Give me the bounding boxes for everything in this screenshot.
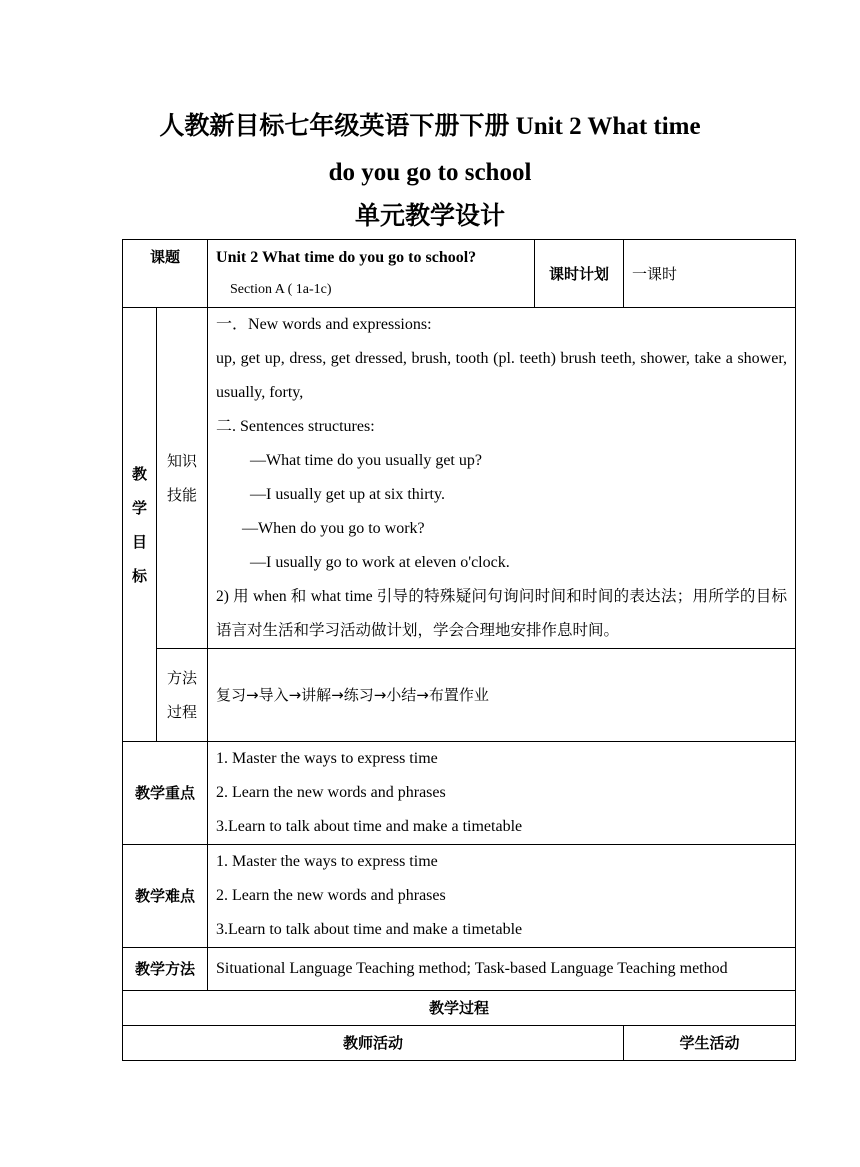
process-header-row [123,991,796,1026]
student-activity-label: 学生活动 [624,1026,796,1061]
period-value: 一课时 [624,240,796,308]
key-points-content [208,742,796,845]
methods-row [123,948,796,991]
topic-row [123,240,796,308]
method-row [123,649,796,742]
difficult-points-row [123,845,796,948]
knowledge-line: 2) 用 when 和 what time 引导的特殊疑问句询问时间和时间的表达法；用所学的目标语言对生活和学习活动做计划，学会合理地安排作息时间。 [216,588,788,639]
teacher-activity-label: 教师活动 [123,1026,624,1061]
document-title-line-2: do you go to school [328,159,532,186]
method-process-value: 复习→导入→讲解→练习→小结→布置作业 [208,649,796,742]
method-process-label: 方法 过程 [157,649,208,742]
knowledge-line: —When do you go to work? [242,520,425,537]
topic-cell [208,240,535,308]
difficult-point: 1. Master the ways to express time [216,853,438,870]
teaching-methods-value: Situational Language Teaching method; Task-based Language Teaching method [208,948,796,991]
knowledge-line: —What time do you usually get up? [250,452,482,469]
difficult-points-content [208,845,796,948]
lesson-plan-table [122,239,796,1061]
teaching-process-label: 教学过程 [123,991,796,1026]
document-title-line-3: 单元教学设计 [354,203,505,230]
topic-label: 课题 [123,240,208,308]
difficult-points-label: 教学难点 [123,845,208,948]
knowledge-line: 一．New words and expressions: [216,316,432,333]
teaching-goals-label: 教 学 目 标 [123,308,157,742]
period-label: 课时计划 [535,240,624,308]
document-title-line-1: 人教新目标七年级英语下册下册 Unit 2 What time [159,113,701,140]
knowledge-line: —I usually go to work at eleven o'clock. [250,554,510,571]
key-points-label: 教学重点 [123,742,208,845]
key-points-row [123,742,796,845]
knowledge-row [123,308,796,649]
key-point: 2. Learn the new words and phrases [216,784,446,801]
knowledge-content [208,308,796,649]
knowledge-line: up, get up, dress, get dressed, brush, tooth (pl. teeth) brush teeth, shower, take a shower, usually, forty, [216,350,788,401]
topic-section: Section A ( 1a-1c) [230,281,332,297]
knowledge-skills-label: 知识 技能 [157,308,208,649]
knowledge-line: 二. Sentences structures: [216,418,375,435]
key-point: 1. Master the ways to express time [216,750,438,767]
knowledge-line: —I usually get up at six thirty. [250,486,445,503]
topic-title: Unit 2 What time do you go to school? [216,248,477,266]
teaching-methods-label: 教学方法 [123,948,208,991]
difficult-point: 3.Learn to talk about time and make a timetable [216,921,523,938]
difficult-point: 2. Learn the new words and phrases [216,887,446,904]
activity-header-row [123,1026,796,1061]
key-point: 3.Learn to talk about time and make a timetable [216,818,523,835]
